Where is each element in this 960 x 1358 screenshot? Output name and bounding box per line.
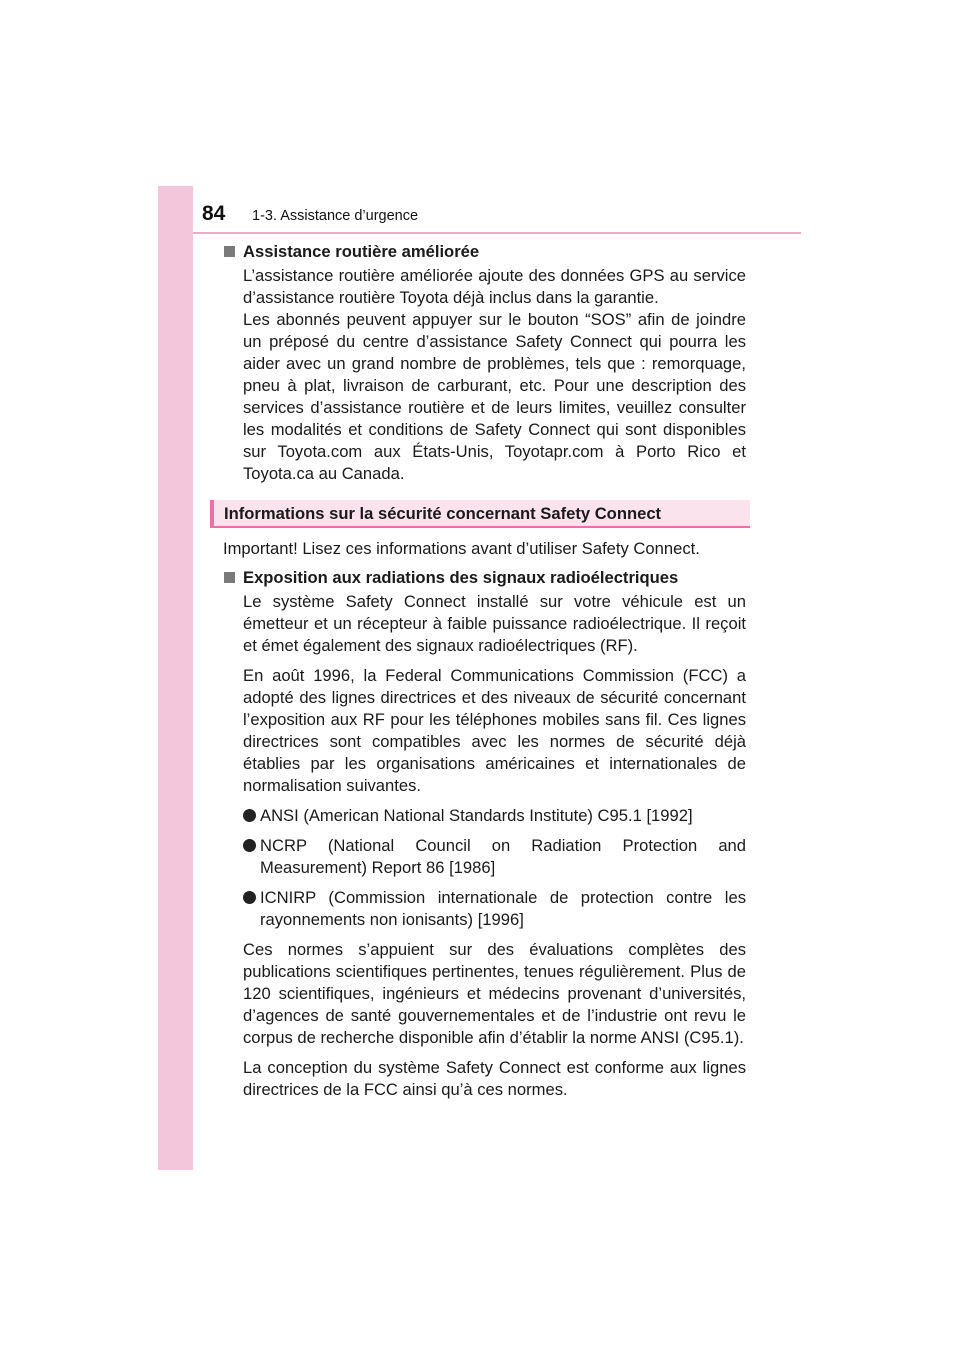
square-bullet-icon bbox=[224, 246, 235, 257]
intro-text: Important! Lisez ces informations avant d’utiliser Safety Connect. bbox=[223, 539, 700, 558]
subheading-label: Assistance routière améliorée bbox=[243, 242, 480, 261]
paragraph: Les abonnés peuvent appuyer sur le bouton “SOS” afin de joindre un préposé du centre d’assistance Safety Connect qui pourra les aider avec un grand nombre de problèmes, tels que : remorquage, pneu à plat, livraison de carburant, etc. Pour une description des services d’assistance routière et de leurs limites, veuillez consulter les modalités et conditions de Safety Connect qui sont disponibles sur Toyota.com aux États-Unis, Toyotapr.com à Porto Rico et Toyota.ca au Canada. bbox=[243, 310, 746, 483]
bullet-dot-icon bbox=[243, 809, 256, 822]
paragraph: La conception du système Safety Connect est conforme aux lignes directrices de la FCC ainsi qu’à ces normes. bbox=[243, 1058, 746, 1099]
list-item bbox=[210, 887, 746, 931]
list-item-text: ANSI (American National Standards Institute) C95.1 [1992] bbox=[260, 806, 693, 825]
chapter-title: 1-3. Assistance d’urgence bbox=[252, 208, 419, 224]
section-title-bar: Informations sur la sécurité concernant Safety Connect bbox=[210, 500, 750, 528]
page-number: 84 bbox=[202, 202, 226, 225]
paragraph: Ces normes s’appuient sur des évaluations complètes des publications scientifiques pertinentes, tenues régulièrement. Plus de 120 scientifiques, ingénieurs et médecins provenant d’universités, d’agences de santé gouvernementales et de l’industrie ont revu le corpus de recherche disponible afin d’établir la norme ANSI (C95.1). bbox=[243, 940, 746, 1047]
bullet-dot-icon bbox=[243, 891, 256, 904]
square-bullet-icon bbox=[224, 572, 235, 583]
page-content bbox=[210, 241, 746, 1101]
paragraph: L’assistance routière améliorée ajoute des données GPS au service d’assistance routière Toyota déjà inclus dans la garantie. bbox=[243, 266, 746, 307]
paragraph: Le système Safety Connect installé sur votre véhicule est un émetteur et un récepteur à faible puissance radioélectrique. Il reçoit et émet également des signaux radioélectriques (RF). bbox=[243, 592, 746, 655]
list-item-text: ICNIRP (Commission internationale de protection contre les rayonnements non ionisants) [1996] bbox=[260, 888, 746, 929]
subheading-radiation bbox=[210, 567, 746, 589]
subheading-label: Exposition aux radiations des signaux radioélectriques bbox=[243, 568, 679, 587]
side-strip bbox=[158, 186, 193, 1170]
list-item bbox=[210, 805, 746, 827]
header-divider bbox=[193, 232, 801, 234]
list-item-text: NCRP (National Council on Radiation Protection and Measurement) Report 86 [1986] bbox=[260, 836, 746, 877]
subheading-roadside bbox=[210, 241, 746, 263]
bullet-dot-icon bbox=[243, 839, 256, 852]
paragraph: En août 1996, la Federal Communications Commission (FCC) a adopté des lignes directrices et des niveaux de sécurité concernant l’exposition aux RF pour les téléphones mobiles sans fil. Ces lignes directrices sont compatibles avec les normes de sécurité déjà établies par les organisations américaines et internationales de normalisation suivantes. bbox=[243, 666, 746, 795]
list-item bbox=[210, 835, 746, 879]
